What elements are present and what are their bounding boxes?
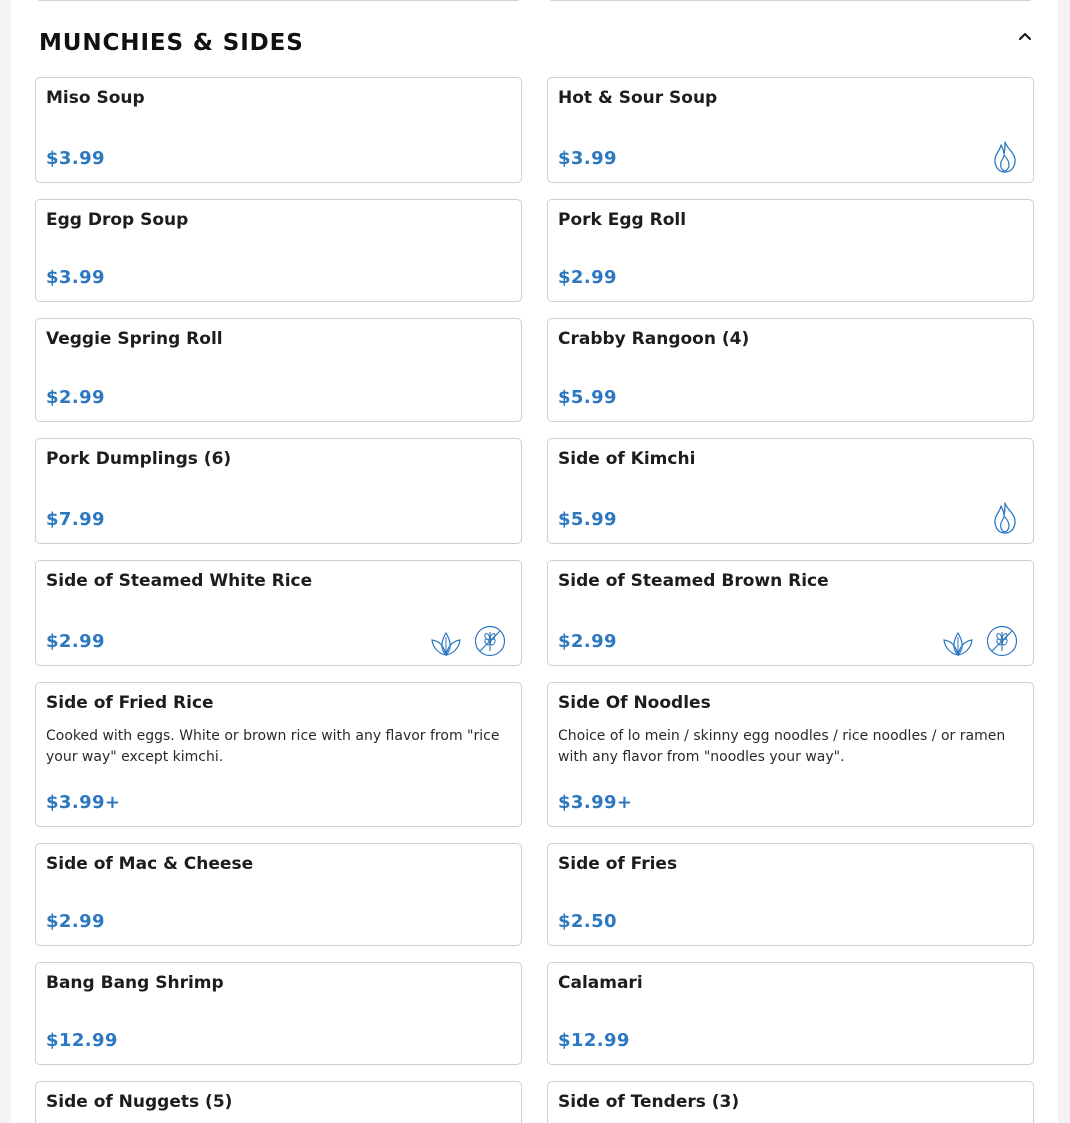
menu-item-card-side-of-mac-cheese[interactable]: [35, 843, 522, 946]
menu-item-price: $2.99: [46, 911, 105, 932]
menu-item-card-side-of-steamed-brown-rice[interactable]: [547, 560, 1034, 666]
menu-item-description: Cooked with eggs. White or brown rice with any flavor from "rice your way" except kimchi.: [46, 728, 500, 765]
menu-item-description: Choice of lo mein / skinny egg noodles / rice noodles / or ramen with any flavor from "noodles your way".: [558, 728, 1006, 765]
menu-item-card-side-of-fries[interactable]: [547, 843, 1034, 946]
menu-item-name: Pork Egg Roll: [558, 210, 687, 230]
menu-item-card-calamari[interactable]: [547, 962, 1034, 1065]
menu-section-page: [11, 0, 1058, 1123]
menu-item-price: $2.99: [558, 267, 617, 288]
vegan-icon: [942, 625, 974, 657]
menu-item-name: Side of Kimchi: [558, 449, 696, 469]
chevron-up-icon: [1014, 25, 1036, 47]
menu-item-name: Side of Nuggets (5): [46, 1092, 233, 1112]
menu-item-price: $3.99+: [46, 792, 121, 813]
menu-item-name: Crabby Rangoon (4): [558, 329, 750, 349]
menu-item-price: $2.99: [558, 631, 617, 652]
menu-item-name: Side of Mac & Cheese: [46, 854, 254, 874]
spicy-icon: [992, 140, 1018, 174]
menu-item-card-hot-sour-soup[interactable]: [547, 77, 1034, 183]
menu-item-name: Side of Steamed Brown Rice: [558, 571, 829, 591]
section-title: MUNCHIES & SIDES: [39, 30, 304, 56]
menu-item-name: Miso Soup: [46, 88, 145, 108]
vegan-icon: [430, 625, 462, 657]
menu-item-name: Egg Drop Soup: [46, 210, 189, 230]
spicy-icon: [992, 501, 1018, 535]
menu-item-price: $3.99: [558, 148, 617, 169]
gluten-free-icon: [986, 625, 1018, 657]
menu-item-card-pork-egg-roll[interactable]: [547, 199, 1034, 302]
menu-item-price: $3.99: [46, 267, 105, 288]
menu-item-card-side-of-noodles[interactable]: [547, 682, 1034, 827]
menu-item-card-miso-soup[interactable]: [35, 77, 522, 183]
menu-item-price: $12.99: [46, 1030, 118, 1051]
menu-item-card-crabby-rangoon-4[interactable]: [547, 318, 1034, 422]
menu-item-name: Calamari: [558, 973, 643, 993]
collapse-section-button[interactable]: [1014, 25, 1036, 47]
menu-item-name: Side of Tenders (3): [558, 1092, 740, 1112]
menu-item-card-bang-bang-shrimp[interactable]: [35, 962, 522, 1065]
menu-item-price: $2.99: [46, 387, 105, 408]
menu-item-name: Hot & Sour Soup: [558, 88, 718, 108]
menu-item-card-side-of-steamed-white-rice[interactable]: [35, 560, 522, 666]
section-header[interactable]: [11, 0, 1058, 77]
menu-item-price: $2.50: [558, 911, 617, 932]
menu-item-name: Side of Fries: [558, 854, 678, 874]
menu-item-name: Pork Dumplings (6): [46, 449, 232, 469]
menu-item-price: $5.99: [558, 509, 617, 530]
menu-item-card-side-of-fried-rice[interactable]: [35, 682, 522, 827]
menu-item-card-veggie-spring-roll[interactable]: [35, 318, 522, 422]
menu-item-card-side-of-tenders-3[interactable]: [547, 1081, 1034, 1123]
menu-item-name: Side of Steamed White Rice: [46, 571, 313, 591]
menu-item-card-pork-dumplings-6[interactable]: [35, 438, 522, 544]
menu-item-price: $3.99: [46, 148, 105, 169]
dietary-icons: [992, 501, 1018, 535]
dietary-icons: [942, 625, 1018, 657]
dietary-icons: [430, 625, 506, 657]
menu-item-card-side-of-kimchi[interactable]: [547, 438, 1034, 544]
menu-item-name: Veggie Spring Roll: [46, 329, 223, 349]
menu-item-price: $5.99: [558, 387, 617, 408]
menu-item-card-side-of-nuggets-5[interactable]: [35, 1081, 522, 1123]
menu-item-card-egg-drop-soup[interactable]: [35, 199, 522, 302]
gluten-free-icon: [474, 625, 506, 657]
menu-item-name: Bang Bang Shrimp: [46, 973, 224, 993]
dietary-icons: [992, 140, 1018, 174]
menu-item-price: $12.99: [558, 1030, 630, 1051]
menu-item-name: Side of Fried Rice: [46, 693, 214, 713]
menu-item-name: Side Of Noodles: [558, 693, 711, 713]
menu-item-price: $2.99: [46, 631, 105, 652]
menu-item-price: $7.99: [46, 509, 105, 530]
menu-item-price: $3.99+: [558, 792, 633, 813]
